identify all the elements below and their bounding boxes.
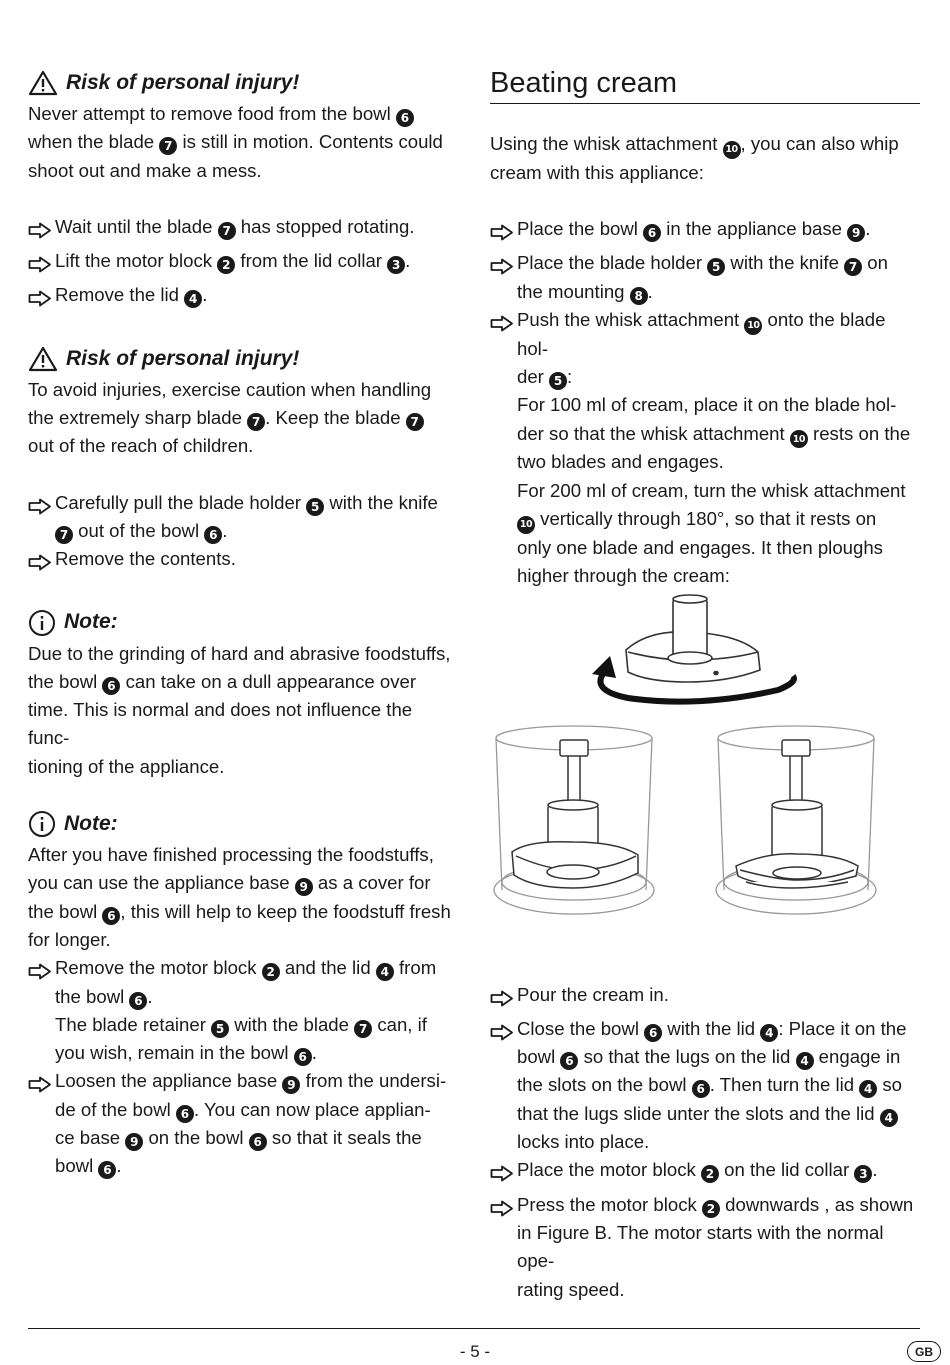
text-line: 10 vertically through 180°, so that it rests on xyxy=(517,505,920,534)
reference-number-badge: 9 xyxy=(282,1076,300,1094)
section-title: Beating cream xyxy=(490,66,920,104)
text-line: The blade retainer 5 with the blade 7 can, if xyxy=(55,1013,427,1036)
text-line: shoot out and make a mess. xyxy=(28,159,262,181)
text-line: Due to the grinding of hard and abrasive foodstuffs, xyxy=(28,642,451,664)
reference-number-badge: 9 xyxy=(125,1133,143,1151)
warning-text xyxy=(28,100,458,185)
reference-number-badge: 6 xyxy=(644,1024,662,1042)
text-line: After you have finished processing the foodstuffs, xyxy=(28,844,434,866)
reference-number-badge: 7 xyxy=(218,222,236,240)
reference-number-badge: 4 xyxy=(880,1109,898,1127)
note-heading xyxy=(28,807,458,841)
reference-number-badge: 3 xyxy=(854,1165,872,1183)
text-line: Place the blade holder 5 with the knife 7 on xyxy=(517,252,888,275)
reference-number-badge: 6 xyxy=(396,109,414,127)
step-arrow-icon xyxy=(28,954,55,988)
step-arrow-icon xyxy=(490,215,517,249)
reference-number-badge: 7 xyxy=(354,1020,372,1038)
reference-number-badge: 7 xyxy=(159,137,177,155)
text-line: Never attempt to remove food from the bowl 6 xyxy=(28,100,458,128)
reference-number-badge: 3 xyxy=(387,256,405,274)
reference-number-badge: 6 xyxy=(129,992,147,1010)
note-title: Note: xyxy=(64,811,118,835)
step-arrow-icon xyxy=(490,981,517,1015)
text-line: Push the whisk attachment 10 onto the blade hol- xyxy=(517,308,886,359)
reference-number-badge: 9 xyxy=(295,878,313,896)
reference-number-badge: 2 xyxy=(262,963,280,981)
text-line: Using the whisk attachment 10 , you can also whip xyxy=(490,130,920,159)
step-arrow-icon xyxy=(490,1156,517,1190)
instruction-step xyxy=(28,954,458,1067)
text-line: bowl 6 so that the lugs on the lid 4 engage in xyxy=(517,1046,901,1069)
reference-number-badge: 6 xyxy=(643,224,661,242)
info-circle-icon xyxy=(28,810,56,838)
reference-number-badge: 4 xyxy=(376,963,394,981)
text-line: you wish, remain in the bowl 6 . xyxy=(55,1042,317,1065)
text-line: der 5 : xyxy=(517,365,573,388)
text-line: ce base 9 on the bowl 6 so that it seals the xyxy=(55,1127,422,1150)
instruction-list xyxy=(490,215,920,590)
text-line: you can use the appliance base 9 as a cover for xyxy=(28,872,431,895)
text-line: de of the bowl 6 . You can now place applian- xyxy=(55,1098,431,1121)
text-line: For 100 ml of cream, place it on the blade hol- xyxy=(517,394,897,416)
text-line: in Figure B. The motor starts with the normal ope- xyxy=(517,1221,884,1272)
text-line: Place the bowl 6 in the appliance base 9 . xyxy=(517,218,871,241)
reference-number-badge: 4 xyxy=(859,1080,877,1098)
reference-number-badge: 4 xyxy=(184,290,202,308)
reference-number-badge: 6 xyxy=(102,677,120,695)
reference-number-badge: 6 xyxy=(98,1161,116,1179)
instruction-step xyxy=(28,489,458,546)
reference-number-badge: 10 xyxy=(790,430,808,448)
warning-triangle-icon xyxy=(28,346,58,372)
text-line: Remove the contents. xyxy=(55,548,236,570)
page-number: - 5 - xyxy=(459,1342,491,1361)
warning-title: Risk of personal injury! xyxy=(66,70,300,94)
text-line: To avoid injuries, exercise caution when handling xyxy=(28,378,432,400)
reference-number-badge: 2 xyxy=(217,256,235,274)
left-column xyxy=(28,66,458,1181)
reference-number-badge: 2 xyxy=(701,1165,719,1183)
reference-number-badge: 6 xyxy=(102,907,120,925)
whisk-attachment-illustration xyxy=(488,590,920,960)
text-line: bowl 6 . xyxy=(55,1155,122,1178)
text-line: Wait until the blade 7 has stopped rotating. xyxy=(55,215,415,238)
instruction-step xyxy=(28,281,458,315)
warning-text xyxy=(28,376,458,461)
step-arrow-icon xyxy=(28,489,55,523)
text-line: Pour the cream in. xyxy=(517,983,669,1005)
step-arrow-icon xyxy=(490,1015,517,1049)
note-text xyxy=(28,640,458,781)
text-line: der so that the whisk attachment 10 rests on the xyxy=(517,420,920,449)
text-line: higher through the cream: xyxy=(517,564,730,586)
text-line: when the blade 7 is still in motion. Contents could xyxy=(28,131,443,154)
reference-number-badge: 5 xyxy=(211,1020,229,1038)
reference-number-badge: 6 xyxy=(176,1105,194,1123)
instruction-step xyxy=(490,306,920,590)
reference-number-badge: 5 xyxy=(549,372,567,390)
text-line: the slots on the bowl 6 . Then turn the lid 4 so xyxy=(517,1074,903,1097)
text-line: cream with this appliance: xyxy=(490,161,704,183)
warning-triangle-icon xyxy=(28,70,58,96)
step-arrow-icon xyxy=(28,545,55,579)
reference-number-badge: 4 xyxy=(760,1024,778,1042)
note-text xyxy=(28,841,458,954)
text-line: Remove the motor block 2 and the lid 4 from xyxy=(55,957,437,980)
note-title: Note: xyxy=(64,610,118,634)
text-line: the mounting 8 . xyxy=(517,280,653,303)
reference-number-badge: 6 xyxy=(294,1048,312,1066)
instruction-step xyxy=(490,215,920,249)
text-line: rating speed. xyxy=(517,1278,625,1300)
reference-number-badge: 6 xyxy=(204,526,222,544)
info-circle-icon xyxy=(28,609,56,637)
intro-text xyxy=(490,130,920,187)
text-line: the bowl 6 . xyxy=(55,985,153,1008)
reference-number-badge: 10 xyxy=(744,317,762,335)
warning-heading xyxy=(28,342,458,376)
reference-number-badge: 6 xyxy=(560,1052,578,1070)
reference-number-badge: 9 xyxy=(847,224,865,242)
instruction-list xyxy=(490,981,920,1304)
text-line: For 200 ml of cream, turn the whisk attachment xyxy=(517,479,906,501)
instruction-step xyxy=(28,213,458,247)
instruction-step xyxy=(490,249,920,306)
whisk-rotation-figure xyxy=(626,595,760,682)
text-line: for longer. xyxy=(28,928,111,950)
warning-heading xyxy=(28,66,458,100)
text-line: the extremely sharp blade 7 . Keep the blade 7 xyxy=(28,404,458,432)
reference-number-badge: 10 xyxy=(723,141,741,159)
text-line: two blades and engages. xyxy=(517,451,724,473)
instruction-step xyxy=(28,1067,458,1180)
step-arrow-icon xyxy=(28,281,55,315)
step-arrow-icon xyxy=(490,1191,517,1225)
text-line: 7 out of the bowl 6 . xyxy=(55,517,458,545)
reference-number-badge: 6 xyxy=(692,1080,710,1098)
text-line: Press the motor block 2 downwards , as shown xyxy=(517,1193,914,1216)
text-line: Carefully pull the blade holder 5 with the knife xyxy=(55,491,438,514)
instruction-list xyxy=(28,213,458,316)
text-line: that the lugs slide unter the slots and the lid 4 xyxy=(517,1100,920,1128)
step-arrow-icon xyxy=(490,306,517,340)
reference-number-badge: 4 xyxy=(796,1052,814,1070)
text-line: Loosen the appliance base 9 from the undersi- xyxy=(55,1070,447,1093)
text-line: the bowl 6 can take on a dull appearance over xyxy=(28,670,417,693)
step-arrow-icon xyxy=(28,1067,55,1101)
reference-number-badge: 5 xyxy=(306,498,324,516)
text-line: Remove the lid 4 . xyxy=(55,284,208,307)
reference-number-badge: 7 xyxy=(55,526,73,544)
text-line: Place the motor block 2 on the lid collar 3 . xyxy=(517,1159,878,1182)
instruction-list xyxy=(28,489,458,580)
text-line: Lift the motor block 2 from the lid collar 3 . xyxy=(55,250,411,273)
reference-number-badge: 7 xyxy=(247,413,265,431)
instruction-step xyxy=(490,1191,920,1304)
step-arrow-icon xyxy=(28,247,55,281)
text-line: out of the reach of children. xyxy=(28,435,254,457)
text-line: the bowl 6 , this will help to keep the foodstuff fresh xyxy=(28,900,451,923)
reference-number-badge: 7 xyxy=(406,413,424,431)
reference-number-badge: 6 xyxy=(249,1133,267,1151)
right-column xyxy=(490,66,920,1304)
text-line: locks into place. xyxy=(517,1131,650,1153)
reference-number-badge: 10 xyxy=(517,516,535,534)
step-arrow-icon xyxy=(490,249,517,283)
step-arrow-icon xyxy=(28,213,55,247)
reference-number-badge: 5 xyxy=(707,258,725,276)
note-heading xyxy=(28,606,458,640)
text-line: time. This is normal and does not influence the func- xyxy=(28,699,413,749)
text-line: Close the bowl 6 with the lid 4 : Place it on the xyxy=(517,1017,907,1040)
language-badge: GB xyxy=(907,1341,941,1362)
reference-number-badge: 7 xyxy=(844,258,862,276)
instruction-step xyxy=(28,545,458,579)
instruction-step xyxy=(490,1015,920,1156)
instruction-list xyxy=(28,954,458,1180)
text-line: tioning of the appliance. xyxy=(28,755,225,777)
warning-title: Risk of personal injury! xyxy=(66,346,300,370)
reference-number-badge: 2 xyxy=(702,1200,720,1218)
instruction-step xyxy=(490,981,920,1015)
text-line: only one blade and engages. It then ploughs xyxy=(517,536,883,558)
footer-rule xyxy=(28,1328,920,1329)
reference-number-badge: 8 xyxy=(630,287,648,305)
instruction-step xyxy=(28,247,458,281)
instruction-step xyxy=(490,1156,920,1190)
